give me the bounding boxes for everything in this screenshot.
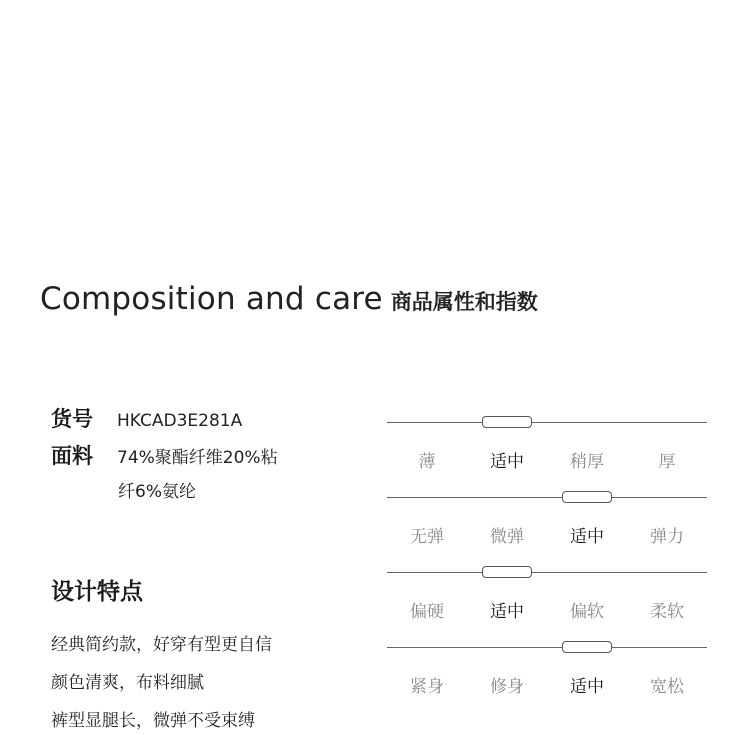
scale-elasticity (387, 497, 707, 557)
section-heading (40, 281, 538, 317)
scale-option: 厚 (658, 452, 676, 472)
scale-option: 柔软 (650, 602, 684, 622)
scale-marker (562, 641, 612, 653)
spec-fabric (51, 440, 278, 470)
scale-option: 偏软 (570, 602, 604, 622)
scale-option: 弹力 (650, 527, 684, 547)
scale-thickness (387, 422, 707, 482)
scale-marker (482, 416, 532, 428)
scale-option: 适中 (570, 527, 604, 547)
scale-option: 微弹 (490, 527, 524, 547)
scale-softness (387, 572, 707, 632)
scale-line (387, 572, 707, 573)
sku-value: HKCAD3E281A (117, 411, 243, 431)
scale-option: 紧身 (410, 677, 444, 697)
scale-line (387, 497, 707, 498)
scale-option: 稍厚 (570, 452, 604, 472)
scale-option: 修身 (490, 677, 524, 697)
scale-option: 薄 (418, 452, 436, 472)
scale-line (387, 422, 707, 423)
heading-chinese: 商品属性和指数 (390, 290, 538, 314)
scale-option: 适中 (490, 602, 524, 622)
scale-fit (387, 647, 707, 707)
fabric-value-line1: 74%聚酯纤维20%粘 (117, 448, 278, 468)
feature-item: 裤型显腿长，微弹不受束缚 (51, 711, 255, 731)
fabric-value-line2: 纤6%氨纶 (118, 482, 196, 502)
scale-option: 宽松 (650, 677, 684, 697)
feature-item: 颜色清爽，布料细腻 (51, 673, 204, 693)
heading-english: Composition and care (40, 281, 383, 317)
spec-sku (51, 403, 242, 433)
features-title: 设计特点 (51, 579, 143, 605)
scale-option: 适中 (570, 677, 604, 697)
sku-label: 货号 (51, 407, 93, 431)
scale-option: 无弹 (410, 527, 444, 547)
scale-marker (562, 491, 612, 503)
scale-marker (482, 566, 532, 578)
feature-item: 经典简约款，好穿有型更自信 (51, 635, 272, 655)
scale-option: 适中 (490, 452, 524, 472)
scale-line (387, 647, 707, 648)
fabric-label: 面料 (51, 444, 93, 468)
scale-option: 偏硬 (410, 602, 444, 622)
